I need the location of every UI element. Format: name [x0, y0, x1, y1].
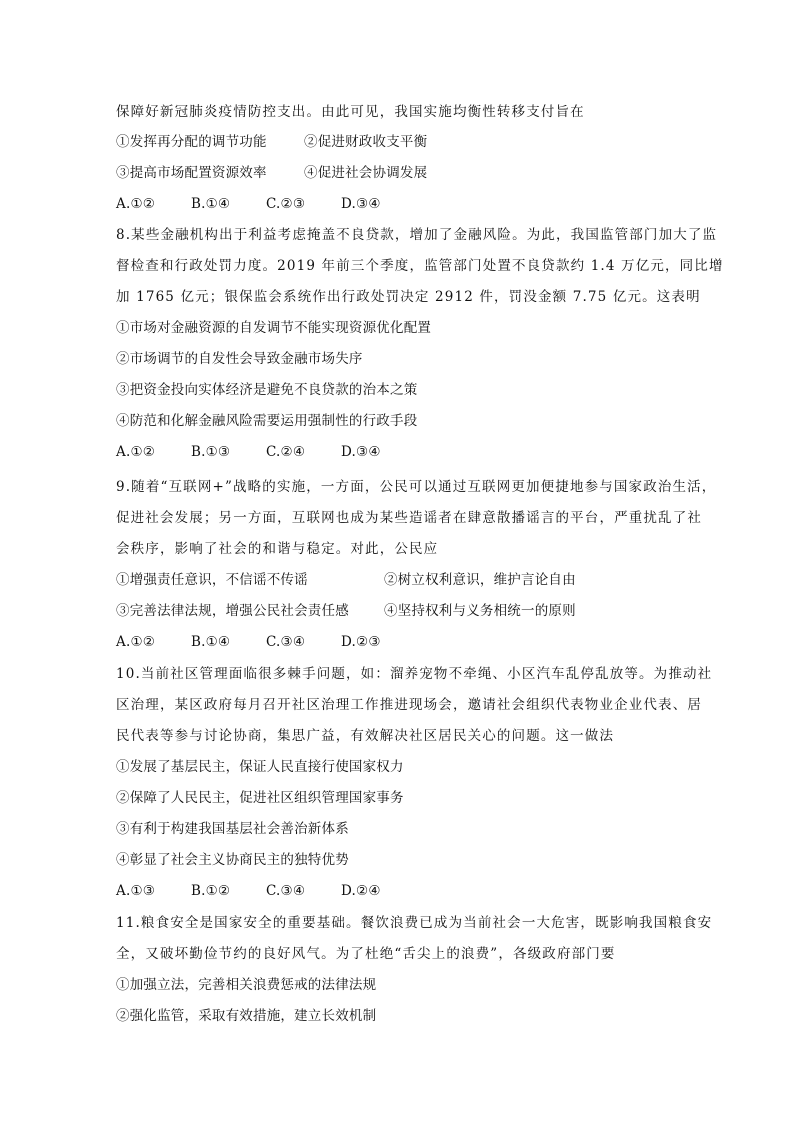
q7-choice-c: C.②③ — [266, 196, 306, 212]
q10-option-2: ②保障了人民民主，促进社区组织管理国家事务 — [116, 790, 404, 806]
q7-choice-a: A.①② — [116, 196, 156, 212]
q9-choice-c: C.③④ — [266, 634, 306, 650]
q9-choice-b: B.①④ — [191, 634, 231, 650]
q10-stem-line-2: 区治理，某区政府每月召开社区治理工作推进现场会，邀请社会组织代表物业企业代表、居 — [116, 697, 702, 713]
q10-choice-b: B.①② — [191, 883, 231, 899]
q8-choice-c: C.②④ — [266, 444, 306, 460]
q11-option-1: ①加强立法，完善相关浪费惩戒的法律法规 — [116, 977, 377, 993]
q8-stem-line-2: 督检查和行政处罚力度。2019 年前三个季度，监管部门处置不良贷款约 1.4 万亿元，同比增 — [116, 258, 724, 274]
q9-option-4: ④坚持权利与义务相统一的原则 — [384, 603, 576, 619]
q8-choice-a: A.①② — [116, 444, 156, 460]
q9-stem-line-3: 会秩序，影响了社会的和谐与稳定。对此，公民应 — [116, 541, 439, 557]
q8-choices — [116, 442, 686, 462]
q9-option-3: ③完善法律法规，增强公民社会责任感 — [116, 603, 349, 619]
q10-stem-line-3: 民代表等参与讨论协商，集思广益，有效解决社区居民关心的问题。这一做法 — [116, 728, 615, 744]
q9-stem-line-1: 9.随着“互联网+”战略的实施，一方面，公民可以通过互联网更加便捷地参与国家政治生活， — [116, 479, 717, 495]
q7-option-4: ④促进社会协调发展 — [304, 165, 428, 181]
q11-stem-line-1: 11.粮食安全是国家安全的重要基础。餐饮浪费已成为当前社会一大危害，既影响我国粮食安 — [116, 915, 713, 931]
q7-option-2: ②促进财政收支平衡 — [304, 134, 428, 150]
q7-option-row — [116, 163, 686, 183]
q8-choice-b: B.①③ — [191, 444, 231, 460]
q7-option-3: ③提高市场配置资源效率 — [116, 165, 267, 181]
q8-option-3: ③把资金投向实体经济是避免不良贷款的治本之策 — [116, 382, 418, 398]
q9-choice-d: D.②③ — [341, 634, 381, 650]
q9-choice-a: A.①② — [116, 634, 156, 650]
q8-stem-line-3: 加 1765 亿元；银保监会系统作出行政处罚决定 2912 件，罚没金额 7.75 亿元。这表明 — [116, 289, 701, 305]
q8-option-4: ④防范和化解金融风险需要运用强制性的行政手段 — [116, 413, 418, 429]
q9-option-1: ①增强责任意识，不信谣不传谣 — [116, 572, 308, 588]
q10-option-4: ④彰显了社会主义协商民主的独特优势 — [116, 852, 349, 868]
q11-stem-line-2: 全，又破坏勤俭节约的良好风气。为了杜绝“舌尖上的浪费”，各级政府部门要 — [116, 946, 616, 962]
q7-choices — [116, 194, 686, 214]
q9-choices — [116, 632, 686, 652]
q10-choice-d: D.②④ — [341, 883, 381, 899]
q10-option-1: ①发展了基层民主，保证人民直接行使国家权力 — [116, 759, 404, 775]
q9-option-row — [116, 601, 686, 621]
q7-option-1: ①发挥再分配的调节功能 — [116, 134, 267, 150]
q11-option-2: ②强化监管，采取有效措施，建立长效机制 — [116, 1008, 377, 1024]
q8-option-1: ①市场对金融资源的自发调节不能实现资源优化配置 — [116, 320, 432, 336]
q7-choice-d: D.③④ — [341, 196, 381, 212]
q8-choice-d: D.③④ — [341, 444, 381, 460]
q7-option-row — [116, 132, 686, 152]
q8-stem-line-1: 8.某些金融机构出于利益考虑掩盖不良贷款，增加了金融风险。为此，我国监管部门加大了监 — [116, 227, 718, 243]
q10-choices — [116, 881, 686, 901]
q9-option-2: ②树立权利意识，维护言论自由 — [384, 572, 576, 588]
q10-choice-c: C.③④ — [266, 883, 306, 899]
q9-option-row — [116, 570, 686, 590]
q10-stem-line-1: 10.当前社区管理面临很多棘手问题，如：溜养宠物不牵绳、小区汽车乱停乱放等。为推动社 — [116, 666, 713, 682]
q10-choice-a: A.①③ — [116, 883, 156, 899]
q7-stem-line: 保障好新冠肺炎疫情防控支出。由此可见，我国实施均衡性转移支付旨在 — [116, 104, 585, 120]
q7-choice-b: B.①④ — [191, 196, 231, 212]
q9-stem-line-2: 促进社会发展；另一方面，互联网也成为某些造谣者在肆意散播谣言的平台，严重扰乱了社 — [116, 510, 702, 526]
q10-option-3: ③有利于构建我国基层社会善治新体系 — [116, 821, 349, 837]
q8-option-2: ②市场调节的自发性会导致金融市场失序 — [116, 351, 363, 367]
